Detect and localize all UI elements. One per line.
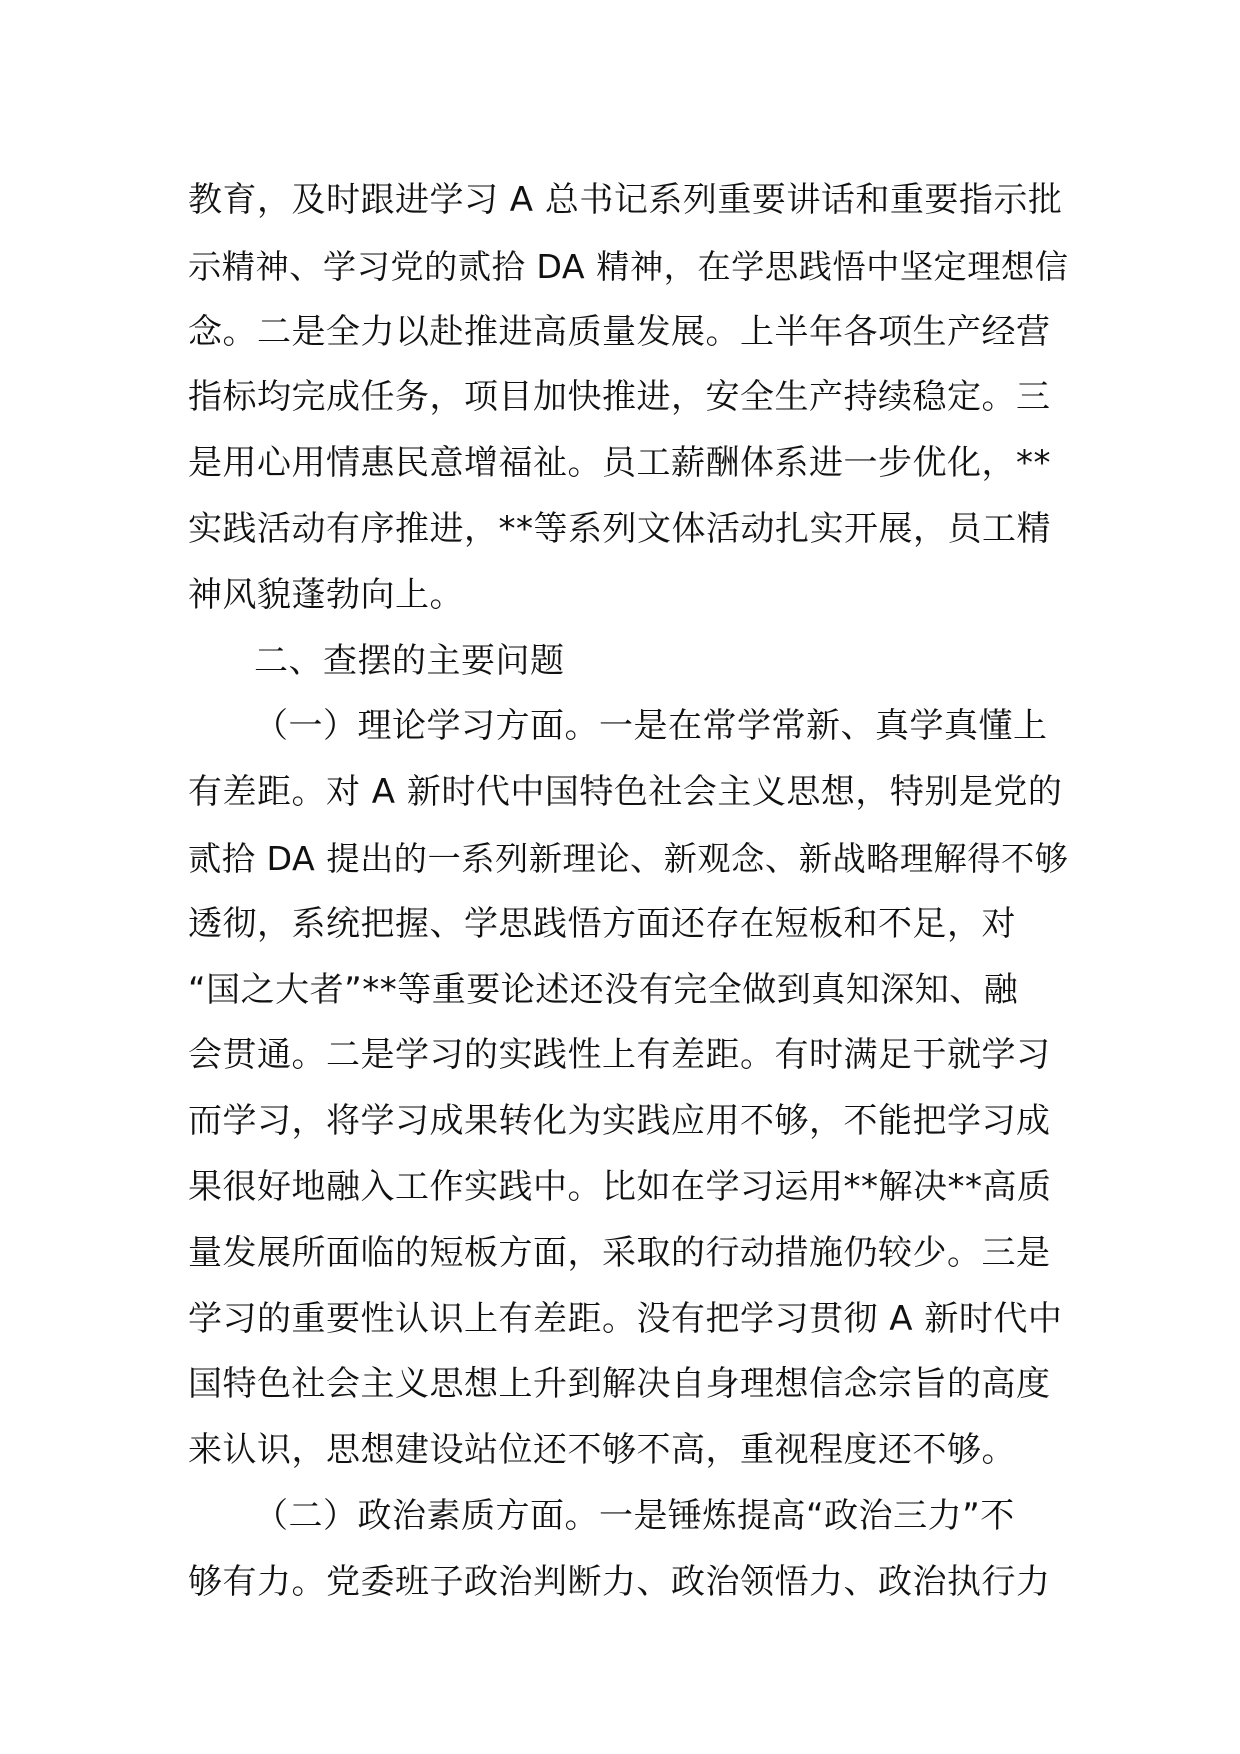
text-line: 够有力。党委班子政治判断力、政治领悟力、政治执行力	[188, 1561, 1051, 1602]
text-line: 量发展所面临的短板方面，采取的行动措施仍较少。三是	[188, 1232, 1051, 1273]
text-line: 果很好地融入工作实践中。比如在学习运用**解决**高质	[188, 1166, 1052, 1207]
text-line: 来认识，思想建设站位还不够不高，重视程度还不够。	[188, 1430, 1016, 1471]
text-line: 念。二是全力以赴推进高质量发展。上半年各项生产经营	[188, 311, 1051, 352]
text-line: （二）政治素质方面。一是锤炼提高“政治三力”不	[254, 1495, 1015, 1536]
text-line: 而学习，将学习成果转化为实践应用不够，不能把学习成	[188, 1101, 1051, 1142]
text-line: 二、查摆的主要问题	[254, 640, 565, 681]
text-line: 会贯通。二是学习的实践性上有差距。有时满足于就学习	[188, 1035, 1051, 1076]
text-line: 示精神、学习党的贰拾 DA 精神，在学思践悟中坚定理想信	[188, 246, 1069, 286]
text-line: 实践活动有序推进，**等系列文体活动扎实开展，员工精	[188, 508, 1051, 549]
text-line: 有差距。对 A 新时代中国特色社会主义思想，特别是党的	[188, 772, 1063, 813]
text-line: 透彻，系统把握、学思践悟方面还存在短板和不足，对	[188, 903, 1016, 944]
text-line: 指标均完成任务，项目加快推进，安全生产持续稳定。三	[188, 377, 1051, 418]
text-line: 学习的重要性认识上有差距。没有把学习贯彻 A 新时代中	[188, 1298, 1063, 1339]
text-line: “国之大者”**等重要论述还没有完全做到真知深知、融	[188, 969, 1019, 1010]
document-body	[188, 168, 1068, 1616]
text-line: 教育，及时跟进学习 A 总书记系列重要讲话和重要指示批	[188, 180, 1063, 220]
text-line: 贰拾 DA 提出的一系列新理论、新观念、新战略理解得不够	[188, 838, 1069, 878]
text-line: 是用心用情惠民意增福祉。员工薪酬体系进一步优化，**	[188, 443, 1051, 484]
text-line: （一）理论学习方面。一是在常学常新、真学真懂上	[254, 706, 1048, 747]
text-line: 神风貌蓬勃向上。	[188, 574, 464, 615]
text-line: 国特色社会主义思想上升到解决自身理想信念宗旨的高度	[188, 1364, 1051, 1405]
